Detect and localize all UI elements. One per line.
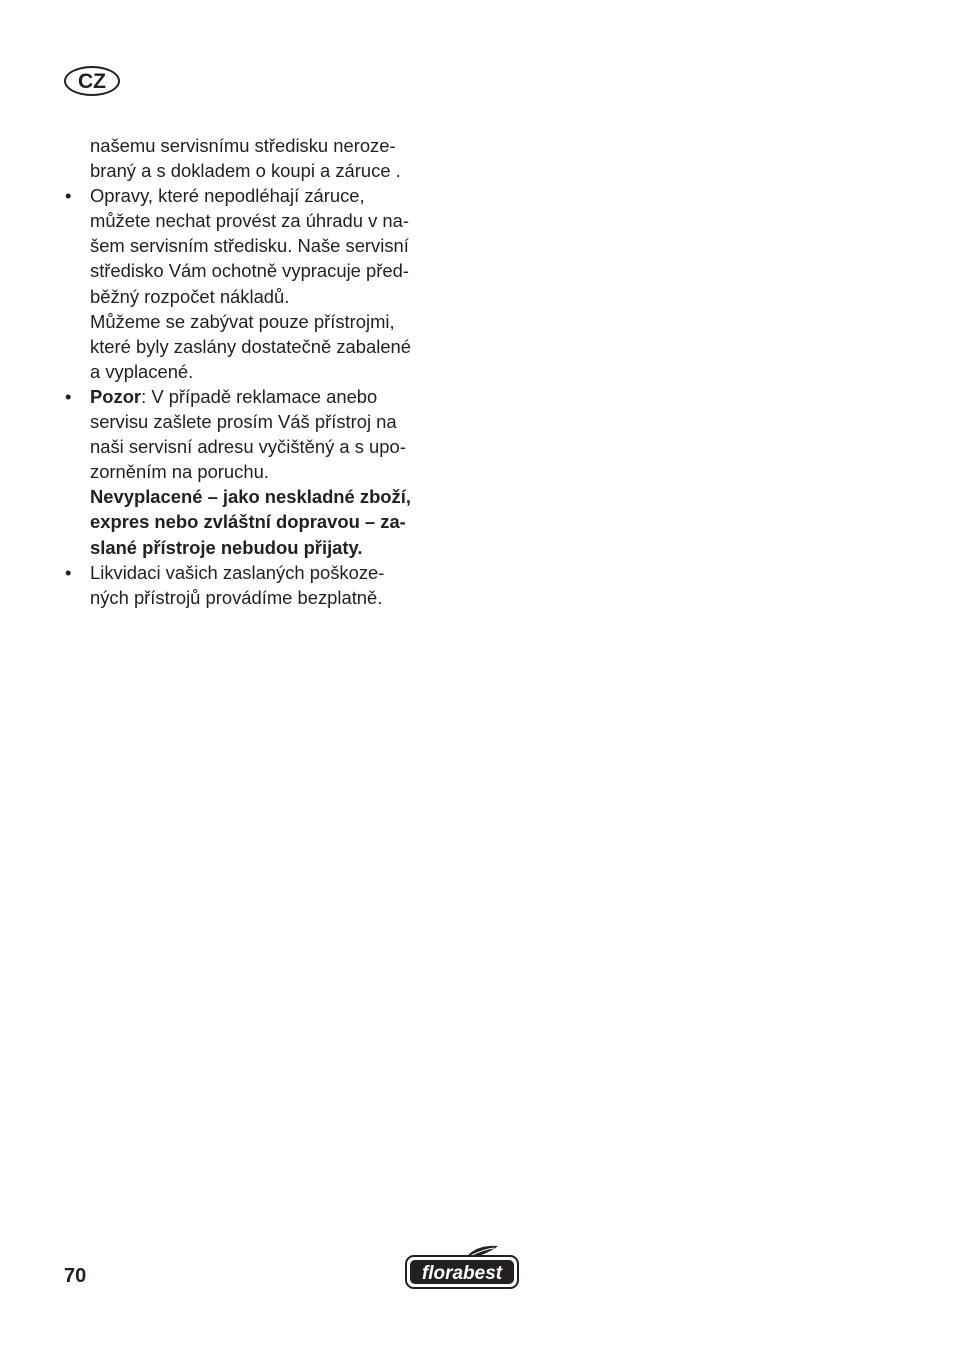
language-badge: [64, 66, 120, 96]
text-line: zorněním na poruchu.: [90, 461, 269, 483]
logo-wordmark: florabest: [421, 1263, 503, 1284]
warning-label: Pozor: [90, 385, 142, 407]
bullet-item-warning: [64, 384, 464, 560]
bullet-icon: •: [65, 561, 72, 583]
text-line: naši servisní adresu vyčištěný a s upo-: [90, 436, 406, 458]
text-line: běžný rozpočet nákladů.: [90, 285, 290, 307]
bold-text-line: expres nebo zvláštní dopravou – za-: [90, 511, 406, 533]
text-line: Můžeme se zabývat pouze přístrojmi,: [90, 310, 395, 332]
text-line: braný a s dokladem o koupi a záruce .: [90, 160, 401, 182]
text-line: našemu servisnímu středisku neroze-: [90, 135, 396, 156]
bold-text-line: Nevyplacené – jako neskladné zboží,: [90, 486, 411, 508]
text-line: servisu zašlete prosím Váš přístroj na: [90, 411, 397, 433]
text-line: můžete nechat provést za úhradu v na-: [90, 210, 409, 232]
text-line: které byly zaslány dostatečně zabalené: [90, 335, 412, 357]
text-line: ných přístrojů provádíme bezplatně.: [90, 586, 383, 608]
bullet-icon: •: [65, 185, 72, 207]
warning-lead-text: : V případě reklamace anebo: [141, 385, 378, 407]
bullet-icon: •: [65, 385, 72, 407]
bullet-item-paid-repairs: [64, 183, 464, 384]
text-line: šem servisním středisku. Naše servisní: [90, 235, 409, 257]
text-line: a vyplacené.: [90, 360, 194, 382]
language-badge-label: CZ: [78, 69, 106, 93]
warning-lead-line: [90, 384, 464, 409]
page-number: 70: [64, 1265, 87, 1287]
service-text-column: [64, 133, 464, 610]
text-line: Likvidaci vašich zaslaných poškoze-: [90, 561, 385, 583]
text-line: Opravy, které nepodléhají záruce,: [90, 185, 365, 207]
florabest-logo: [404, 1244, 520, 1290]
intro-paragraph: [64, 133, 464, 183]
bullet-item-disposal: [64, 560, 464, 610]
bold-text-line: slané přístroje nebudou přijaty.: [90, 536, 363, 558]
text-line: středisko Vám ochotně vypracuje před-: [90, 260, 409, 282]
